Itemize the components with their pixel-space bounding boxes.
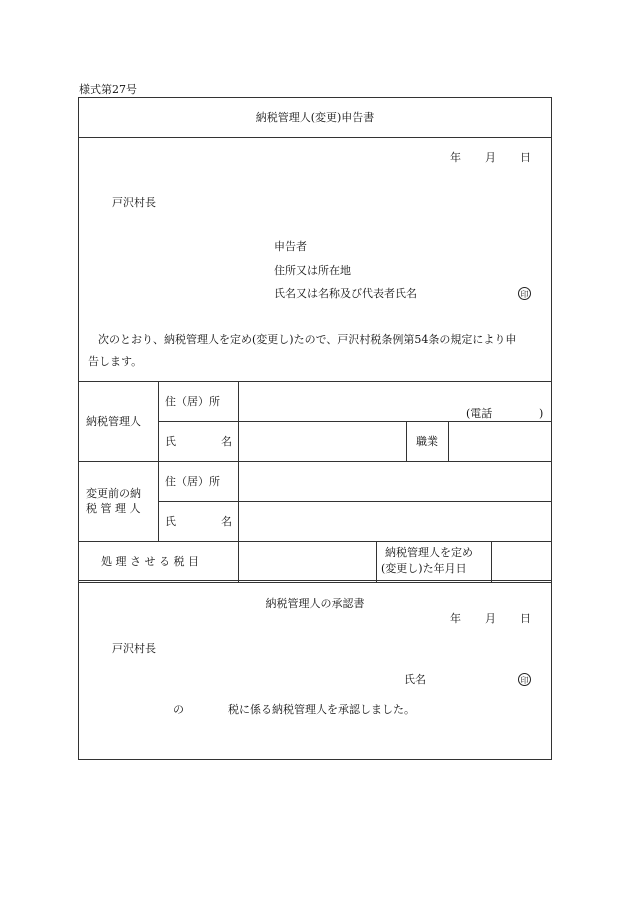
approval-seal-icon: 印 [518, 673, 531, 686]
prev-address-label: 住（居）所 [165, 475, 220, 488]
divider [491, 541, 492, 582]
divider [376, 541, 377, 582]
prev-name-label-left: 氏 [165, 515, 176, 528]
form-number: 様式第27号 [79, 83, 137, 96]
approval-date-day-label: 日 [520, 612, 531, 625]
approval-statement-prefix: の [173, 703, 184, 716]
seal-icon: 印 [518, 287, 531, 300]
prev-manager-label-line2: 税 管 理 人 [86, 502, 141, 515]
date-set-label-line1: 納税管理人を定め [385, 546, 473, 559]
tax-manager-name-label-right: 名 [221, 435, 232, 448]
divider [78, 582, 552, 583]
body-text-line1: 次のとおり、納税管理人を定め(変更し)たので、戸沢村税条例第54条の規定により申 [98, 333, 517, 346]
prev-name-label-right: 名 [221, 515, 232, 528]
approval-statement-body: 税に係る納税管理人を承認しました。 [228, 703, 415, 716]
date-day-label: 日 [520, 151, 531, 164]
tax-manager-address-label: 住（居）所 [165, 395, 220, 408]
occupation-label: 職業 [416, 435, 438, 448]
divider [448, 421, 449, 461]
name-label: 氏名又は名称及び代表者氏名 [274, 287, 417, 300]
body-text-line2: 告します。 [88, 355, 143, 368]
approval-title: 納税管理人の承認書 [265, 597, 365, 610]
address-label: 住所又は所在地 [274, 264, 351, 277]
divider [158, 421, 552, 422]
divider [78, 137, 552, 138]
declaration-title: 納税管理人(変更)申告書 [255, 111, 375, 124]
approval-addressee: 戸沢村長 [112, 642, 156, 655]
phone-label: (電話 [466, 407, 493, 420]
tax-items-label: 処 理 さ せ る 税 目 [101, 555, 199, 568]
approval-date-month-label: 月 [485, 612, 496, 625]
approval-name-label: 氏名 [404, 673, 426, 686]
phone-close: ) [539, 407, 544, 420]
divider [158, 381, 159, 541]
tax-manager-name-label-left: 氏 [165, 435, 176, 448]
declarant-label: 申告者 [274, 240, 307, 253]
date-set-label-line2: (変更し)た年月日 [381, 562, 467, 575]
addressee: 戸沢村長 [112, 196, 156, 209]
date-month-label: 月 [485, 151, 496, 164]
tax-manager-label: 納税管理人 [86, 415, 141, 428]
divider [78, 381, 552, 382]
divider [238, 381, 239, 582]
divider [78, 461, 552, 462]
date-year-label: 年 [450, 151, 461, 164]
prev-manager-label-line1: 変更前の納 [86, 487, 141, 500]
divider [406, 421, 407, 461]
approval-date-year-label: 年 [450, 612, 461, 625]
divider [78, 541, 552, 542]
divider [78, 580, 552, 581]
divider [158, 501, 552, 502]
